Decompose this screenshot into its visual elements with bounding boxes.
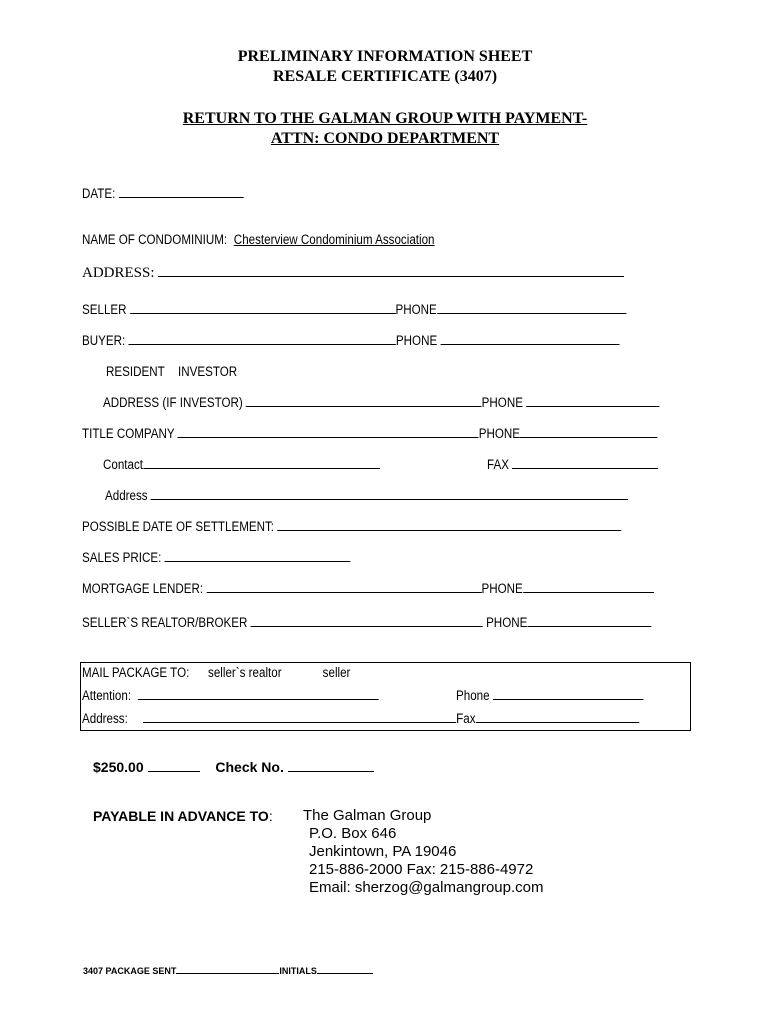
initials-blank[interactable] xyxy=(317,965,373,974)
address-label: ADDRESS: xyxy=(82,265,155,281)
realtor-phone-label: PHONE xyxy=(486,615,528,630)
settlement-row xyxy=(82,519,621,534)
condo-row xyxy=(82,232,434,247)
payment-amount: $250.00 xyxy=(93,759,144,775)
title-address-row xyxy=(105,488,628,503)
check-blank[interactable] xyxy=(288,760,374,772)
buyer-blank[interactable] xyxy=(128,333,395,345)
attention-row xyxy=(82,688,379,703)
mortgage-phone-label: PHONE xyxy=(481,581,523,596)
seller-phone-label: PHONE xyxy=(395,302,437,317)
package-sent-label: 3407 PACKAGE SENT xyxy=(83,966,177,976)
payee-po: P.O. Box 646 xyxy=(309,825,397,842)
attention-label: Attention: xyxy=(82,688,132,703)
realtor-label: SELLER`S REALTOR/BROKER xyxy=(82,615,248,630)
condo-label: NAME OF CONDOMINIUM: xyxy=(82,232,228,247)
payable-row: PAYABLE IN ADVANCE TO: xyxy=(93,808,273,824)
contact-label: Contact xyxy=(103,457,144,472)
sales-price-label: SALES PRICE: xyxy=(82,550,162,565)
title-address-label: Address xyxy=(105,488,148,503)
payable-label: PAYABLE IN ADVANCE TO xyxy=(93,808,269,824)
footer-row xyxy=(83,965,373,976)
payee-name: The Galman Group xyxy=(303,807,432,824)
box-phone-blank[interactable] xyxy=(493,688,643,700)
title-company-label: TITLE COMPANY xyxy=(82,426,175,441)
return-line-1: RETURN TO THE GALMAN GROUP WITH PAYMENT- xyxy=(182,110,588,127)
buyer-row xyxy=(82,333,619,348)
investor-address-row xyxy=(103,395,659,410)
mortgage-blank[interactable] xyxy=(206,581,481,593)
title-company-phone-blank[interactable] xyxy=(520,426,658,438)
mortgage-row xyxy=(82,581,654,596)
buyer-phone-blank[interactable] xyxy=(440,333,619,345)
address-blank[interactable] xyxy=(158,265,624,277)
box-address-label: Address: xyxy=(82,711,128,726)
box-address-row xyxy=(82,711,639,726)
realtor-row xyxy=(82,615,651,630)
realtor-phone-blank[interactable] xyxy=(527,615,651,627)
realtor-blank[interactable] xyxy=(251,615,483,627)
payee-city: Jenkintown, PA 19046 xyxy=(309,843,457,860)
seller-blank[interactable] xyxy=(130,302,396,314)
date-label: DATE: xyxy=(82,186,116,201)
resident-option[interactable]: RESIDENT xyxy=(106,364,165,379)
return-line-2: ATTN: CONDO DEPARTMENT xyxy=(270,130,500,147)
payment-row xyxy=(93,759,374,775)
box-fax-blank[interactable] xyxy=(476,711,639,723)
address-row xyxy=(82,265,624,282)
title-address-blank[interactable] xyxy=(151,488,628,500)
investor-option[interactable]: INVESTOR xyxy=(178,364,238,379)
buyer-phone-label: PHONE xyxy=(395,333,438,348)
box-address-blank[interactable] xyxy=(143,711,456,723)
amount-blank[interactable] xyxy=(148,760,200,772)
box-phone-label: Phone xyxy=(456,688,490,703)
attention-blank[interactable] xyxy=(138,688,379,700)
title-line-2: RESALE CERTIFICATE (3407) xyxy=(272,68,498,85)
fax-blank[interactable] xyxy=(512,457,658,469)
contact-blank[interactable] xyxy=(143,457,380,469)
seller-phone-blank[interactable] xyxy=(437,302,626,314)
condo-value: Chesterview Condominium Association xyxy=(233,232,435,247)
initials-label: INITIALS xyxy=(279,966,317,976)
settlement-blank[interactable] xyxy=(277,519,621,531)
title-company-row xyxy=(82,426,658,441)
mail-option-realtor[interactable]: seller`s realtor xyxy=(208,665,282,680)
mortgage-phone-blank[interactable] xyxy=(523,581,654,593)
mortgage-label: MORTGAGE LENDER: xyxy=(82,581,204,596)
mail-option-seller[interactable]: seller xyxy=(322,665,351,680)
buyer-label: BUYER: xyxy=(82,333,126,348)
mail-package-row xyxy=(82,665,350,680)
fax-row xyxy=(487,457,658,472)
package-sent-blank[interactable] xyxy=(176,965,279,974)
date-blank[interactable] xyxy=(119,186,244,198)
seller-label: SELLER xyxy=(82,302,127,317)
box-phone-row xyxy=(456,688,643,703)
sales-price-row xyxy=(82,550,350,565)
seller-row xyxy=(82,302,626,317)
investor-address-label: ADDRESS (IF INVESTOR) xyxy=(103,395,243,410)
title-company-phone-label: PHONE xyxy=(478,426,521,441)
title-company-blank[interactable] xyxy=(178,426,479,438)
resident-investor-row xyxy=(106,364,237,379)
payee-phone: 215-886-2000 Fax: 215-886-4972 xyxy=(309,861,534,878)
contact-row xyxy=(103,457,380,472)
title-line-1: PRELIMINARY INFORMATION SHEET xyxy=(237,48,533,65)
investor-phone-label: PHONE xyxy=(481,395,523,410)
mail-package-label: MAIL PACKAGE TO: xyxy=(82,665,190,680)
payee-email: Email: sherzog@galmangroup.com xyxy=(309,879,544,896)
box-fax-label: Fax xyxy=(456,711,476,726)
sales-price-blank[interactable] xyxy=(165,550,351,562)
investor-phone-blank[interactable] xyxy=(526,395,659,407)
fax-label: FAX xyxy=(487,457,509,472)
investor-address-blank[interactable] xyxy=(246,395,482,407)
check-label: Check No. xyxy=(215,759,284,775)
date-row xyxy=(82,186,243,201)
settlement-label: POSSIBLE DATE OF SETTLEMENT: xyxy=(82,519,275,534)
